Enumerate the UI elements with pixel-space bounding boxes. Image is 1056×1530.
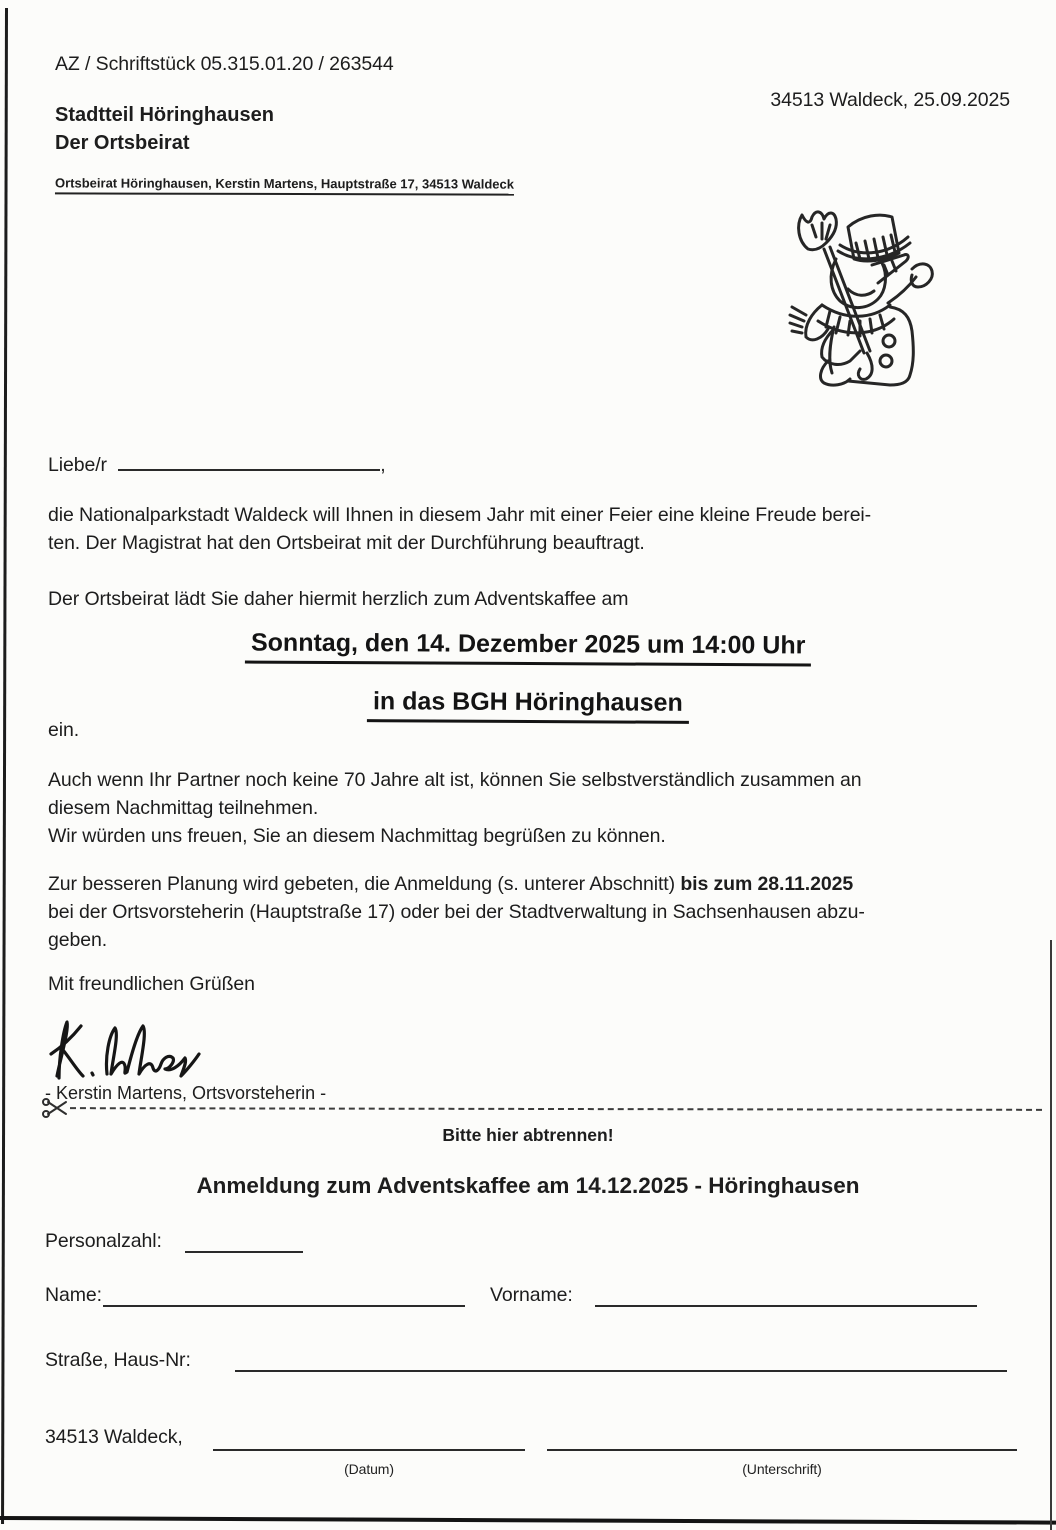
intro-paragraph [48, 501, 871, 557]
ein-line: ein. [48, 719, 80, 741]
cut-note: Bitte hier abtrennen! [442, 1125, 614, 1145]
scan-edge-right [1050, 940, 1052, 1530]
planning-line-1 [48, 870, 865, 898]
scan-edge-bottom [0, 1516, 1056, 1525]
scan-edge-left [1, 8, 8, 1524]
vorname-blank-line [595, 1305, 977, 1307]
event-location-row [0, 688, 1056, 723]
invitation-line: Der Ortsbeirat lädt Sie daher hiermit herzlich zum Adventskaffee am [48, 588, 629, 610]
tearoff-title: Anmeldung zum Adventskaffee am 14.12.2025 - Höringhausen [196, 1173, 860, 1198]
name-label: Name: [45, 1284, 102, 1306]
snowman-icon [772, 203, 942, 393]
partner-line-2: diesem Nachmittag teilnehmen. [48, 797, 319, 819]
event-datetime-row [0, 630, 1056, 665]
city-date-line: 34513 Waldeck, 25.09.2025 [770, 89, 1010, 111]
partner-paragraph [48, 766, 862, 850]
strasse-label: Straße, Haus-Nr: [45, 1349, 191, 1371]
signature-caption: - Kerstin Martens, Ortsvorsteherin - [45, 1083, 327, 1103]
handwritten-signature [45, 1012, 235, 1084]
signature-icon [45, 1012, 235, 1084]
datum-blank-line [213, 1449, 525, 1451]
name-blank-line [103, 1305, 465, 1307]
unterschrift-blank-line [547, 1449, 1017, 1451]
return-address-line: Ortsbeirat Höringhausen, Kerstin Martens, Hauptstraße 17, 34513 Waldeck [55, 175, 514, 195]
salutation-prefix: Liebe/r [48, 454, 107, 476]
planning-line-1-text: Zur besseren Planung wird gebeten, die Anmeldung (s. unterer Abschnitt) [48, 873, 681, 895]
partner-line-1: Auch wenn Ihr Partner noch keine 70 Jahre alt ist, können Sie selbstverständlich zusammen an [48, 769, 862, 791]
strasse-row [45, 1346, 1025, 1380]
partner-line-3: Wir würden uns freuen, Sie an diesem Nachmittag begrüßen zu können. [48, 825, 666, 847]
city-label: 34513 Waldeck, [45, 1426, 183, 1448]
name-row [45, 1281, 1025, 1315]
event-location-heading: in das BGH Höringhausen [367, 687, 689, 724]
scissors-icon [42, 1098, 68, 1118]
snowman-illustration [772, 203, 942, 393]
intro-line-1: die Nationalparkstadt Waldeck will Ihnen in diesem Jahr mit einer Feier eine kleine Freude berei- [48, 504, 872, 526]
planning-paragraph [48, 870, 865, 954]
closing-line: Mit freundlichen Grüßen [48, 973, 255, 995]
cut-dashed-line [70, 1107, 1042, 1111]
salutation-blank-line [118, 449, 380, 471]
sender-name: Stadtteil Höringhausen [55, 104, 274, 126]
registration-deadline: bis zum 28.11.2025 [680, 873, 854, 895]
sender-department: Der Ortsbeirat [55, 132, 190, 154]
datum-caption: (Datum) [344, 1461, 394, 1477]
event-datetime-heading: Sonntag, den 14. Dezember 2025 um 14:00 Uhr [245, 629, 812, 667]
salutation-comma: , [380, 454, 386, 476]
strasse-blank-line [235, 1370, 1007, 1372]
city-date-signature-row [45, 1423, 1025, 1477]
planning-line-3: geben. [48, 929, 108, 951]
vorname-label: Vorname: [490, 1284, 573, 1306]
unterschrift-caption: (Unterschrift) [742, 1461, 822, 1477]
personalzahl-row [45, 1227, 1025, 1261]
reference-line: AZ / Schriftstück 05.315.01.20 / 263544 [55, 53, 394, 75]
salutation-line [48, 449, 386, 479]
intro-line-2: ten. Der Magistrat hat den Ortsbeirat mit der Durchführung beauftragt. [48, 532, 645, 554]
personalzahl-label: Personalzahl: [45, 1230, 162, 1252]
planning-line-2: bei der Ortsvorsteherin (Hauptstraße 17) oder bei der Stadtverwaltung in Sachsenhausen abzu- [48, 901, 865, 923]
personalzahl-blank-line [185, 1251, 303, 1253]
